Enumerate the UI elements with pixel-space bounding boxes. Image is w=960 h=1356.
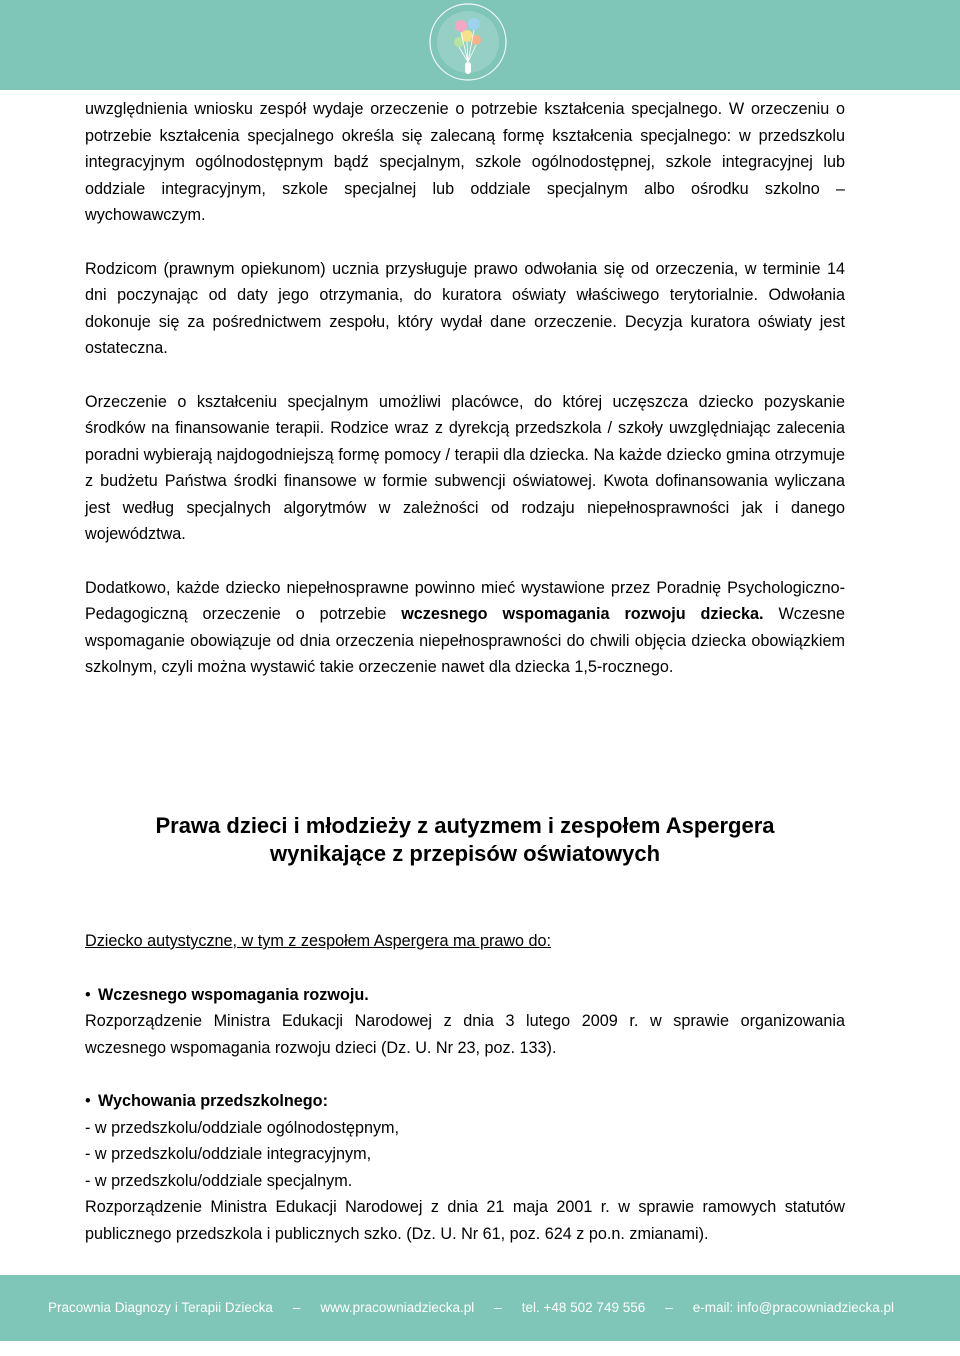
paragraph-1: uwzględnienia wniosku zespół wydaje orzeczenie o potrzebie kształcenia specjalnego. W orzeczeniu o potrzebie kształcenia specjalnego określa się zalecaną formę kształcenia specjalnego: w przedszkolu integracyjnym ogólnodostępnym bądź specjalnym, szkole ogólnodostępnej, szkole integracyjnej lub oddziale integracyjnym, szkole specjalnej lub oddziale specjalnym albo ośrodku szkolno – wychowawczym. — [85, 100, 845, 224]
bullet-icon: • — [85, 1092, 91, 1110]
rights-item-1-text: Rozporządzenie Ministra Edukacji Narodowej z dnia 3 lutego 2009 r. w sprawie organizowania wczesnego wspomagania rozwoju dzieci (Dz. U. Nr 23, poz. 133). — [85, 1012, 845, 1057]
rights-item-2-line-1: - w przedszkolu/oddziale ogólnodostępnym, — [85, 1118, 400, 1137]
footer-contact — [48, 1275, 900, 1341]
paragraph-4-start: Dodatkowo, każde dziecko niepełnosprawne powinno mieć wystawione przez Poradnię Psychologiczno-Pedagogiczną orzeczenie o potrzebie — [85, 578, 845, 623]
footer-name: Pracownia Diagnozy i Terapii Dziecka — [48, 1300, 273, 1315]
paragraph-3: Orzeczenie o kształceniu specjalnym umożliwi placówce, do której uczęszcza dziecko pozyskanie środków na finansowanie terapii. Rodzice wraz z dyrekcją przedszkola / szkoły uwzględniając zalecenia poradni wybierają najdogodniejszą formę pomocy / terapii dla dziecka. Na każde dziecko gmina otrzymuje z budżetu Państwa środki finansowe w formie subwencji oświatowej. Kwota dofinansowania wyliczana jest według specjalnych algorytmów w zależności od rodzaju niepełnosprawności jak i danego województwa. — [85, 392, 845, 543]
paragraph-4 — [85, 575, 845, 681]
footer-separator: – — [292, 1300, 301, 1315]
rights-item-2-title — [85, 1088, 845, 1115]
rights-item-2-line-2: - w przedszkolu/oddziale integracyjnym, — [85, 1145, 372, 1163]
rights-item-2-line-3: - w przedszkolu/oddziale specjalnym. — [85, 1171, 353, 1190]
footer-separator: – — [494, 1300, 502, 1315]
rights-section — [85, 928, 845, 1247]
rights-intro: Dziecko autystyczne, w tym z zespołem Aspergera ma prawo do: — [85, 932, 552, 950]
footer-phone: tel. +48 502 749 556 — [521, 1300, 646, 1315]
footer-band — [0, 1275, 960, 1341]
footer-email-link[interactable]: e-mail: info@pracowniadziecka.pl — [692, 1300, 895, 1315]
paragraph-4-end: Wczesne wspomaganie obowiązuje od dnia orzeczenia niepełnosprawności do chwili objęcia dziecka obowiązkiem szkolnym, czyli można wystawić takie orzeczenie nawet dla dziecka 1,5-rocznego. — [85, 605, 846, 676]
body-text — [85, 96, 845, 681]
bullet-icon: • — [85, 985, 91, 1004]
rights-item-1-title — [85, 982, 845, 1009]
rights-item-2-text: Rozporządzenie Ministra Edukacji Narodowej z dnia 21 maja 2001 r. w sprawie ramowych statutów publicznego przedszkola i publicznych szko. (Dz. U. Nr 61, poz. 624 z po.n. zmianami). — [85, 1198, 845, 1243]
item-2-title-text: Wychowania przedszkolnego: — [98, 1092, 328, 1110]
item-1-title-text: Wczesnego wspomagania rozwoju. — [98, 985, 369, 1004]
balloon-logo-icon — [420, 0, 516, 96]
footer-separator: – — [665, 1300, 673, 1315]
paragraph-4-bold: wczesnego wspomagania rozwoju dziecka. — [401, 605, 764, 623]
footer-website-link[interactable]: www.pracowniadziecka.pl — [320, 1300, 475, 1315]
heading-line-2: wynikające z przepisów oświatowych — [269, 841, 661, 866]
section-heading — [85, 812, 845, 868]
paragraph-2: Rodzicom (prawnym opiekunom) ucznia przysługuje prawo odwołania się od orzeczenia, w terminie 14 dni poczynając od daty jego otrzymania, do kuratora oświaty właściwego terytorialnie. Odwołania dokonuje się za pośrednictwem zespołu, który wydał dane orzeczenie. Decyzja kuratora oświaty jest ostateczna. — [85, 259, 845, 357]
heading-line-1: Prawa dzieci i młodzieży z autyzmem i zespołem Aspergera — [155, 813, 775, 838]
